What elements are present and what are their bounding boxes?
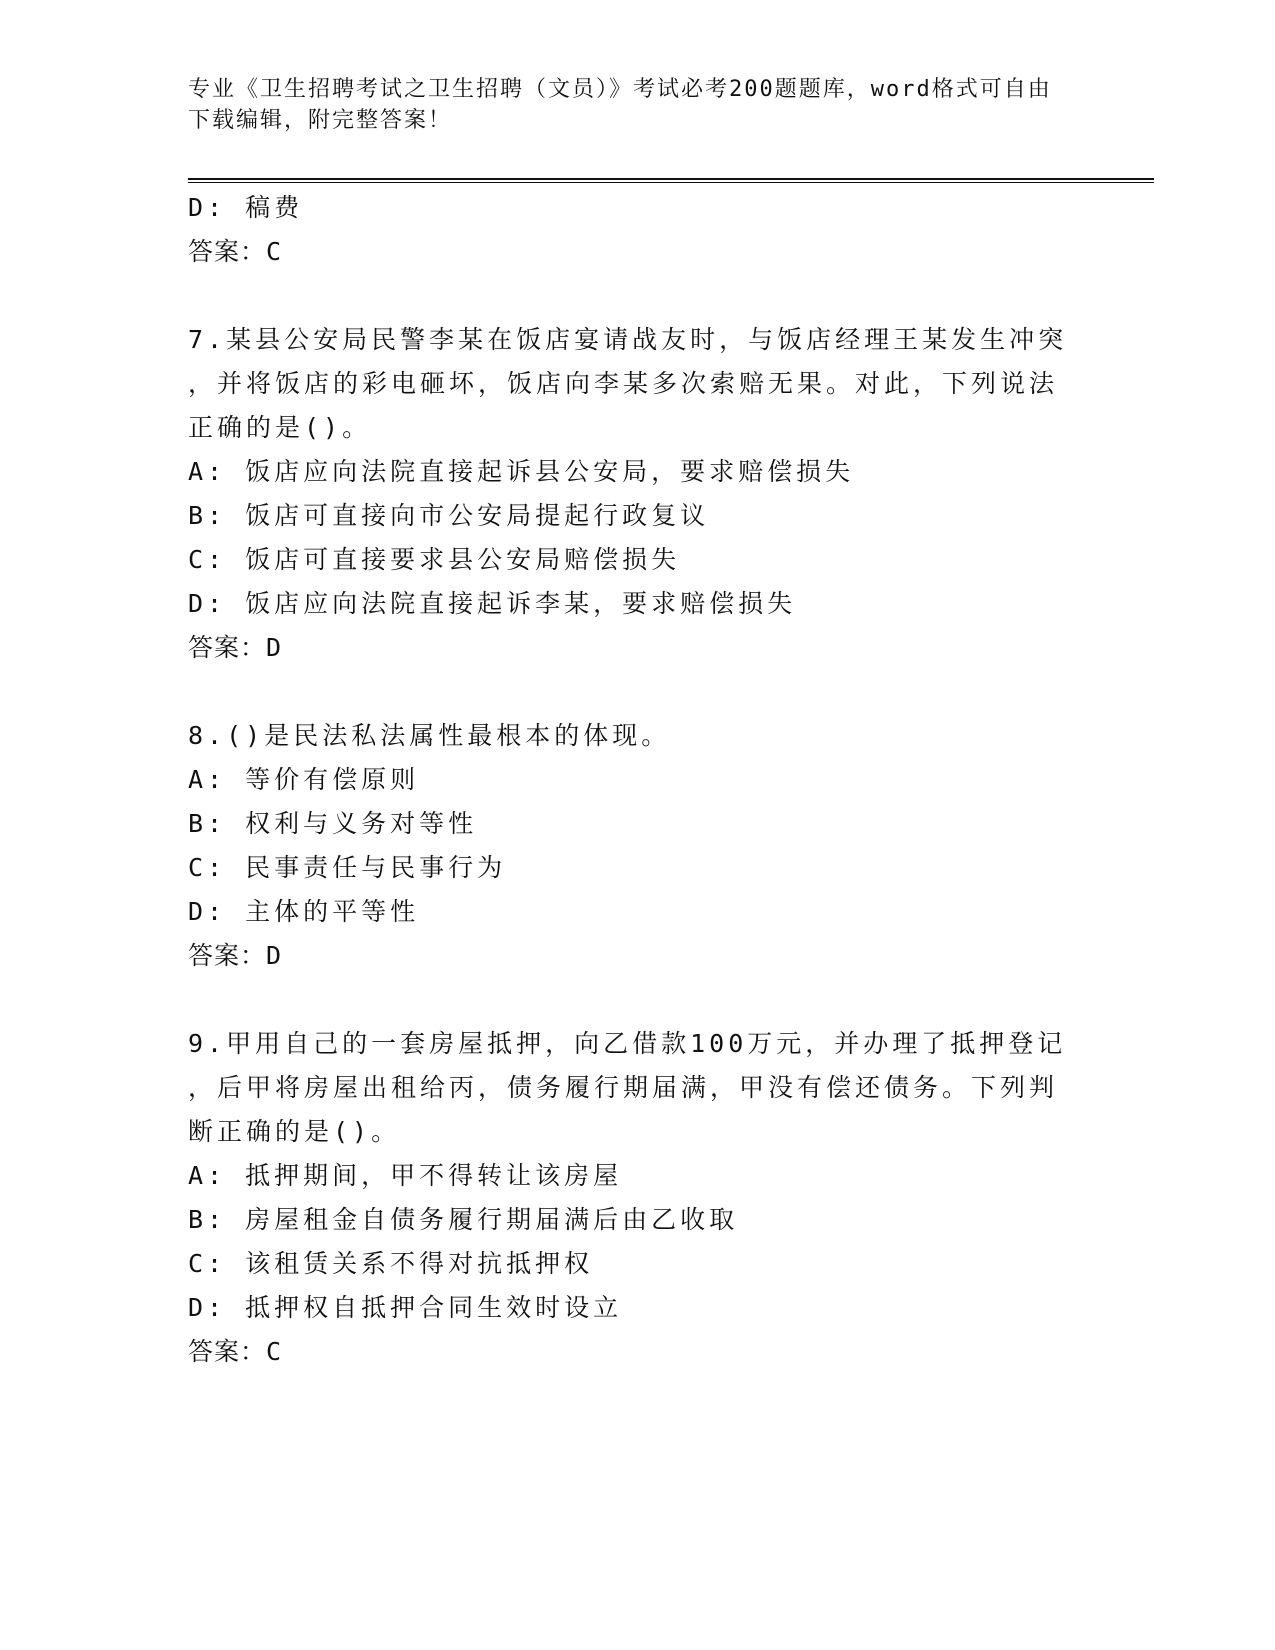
option-a: A: 抵押期间，甲不得转让该房屋 — [188, 1161, 623, 1190]
option-b: B: 权利与义务对等性 — [188, 809, 478, 838]
option-c: C: 民事责任与民事行为 — [188, 853, 507, 882]
option-a: A: 等价有偿原则 — [188, 765, 420, 794]
question-stem: ，后甲将房屋出租给丙，债务履行期届满，甲没有偿还债务。下列判 — [188, 1073, 1059, 1102]
question-stem: ，并将饭店的彩电砸坏，饭店向李某多次索赔无果。对此，下列说法 — [188, 369, 1059, 398]
answer-line: 答案：D — [188, 633, 283, 662]
header-divider-thin — [188, 182, 1154, 183]
option-d: D: 主体的平等性 — [188, 897, 420, 926]
answer-line: 答案：D — [188, 941, 283, 970]
option-d: D: 饭店应向法院直接起诉李某，要求赔偿损失 — [188, 589, 797, 618]
header-divider — [188, 178, 1154, 180]
question-stem: 断正确的是()。 — [188, 1117, 401, 1146]
question-stem: 正确的是()。 — [188, 413, 372, 442]
option-b: B: 饭店可直接向市公安局提起行政复议 — [188, 501, 710, 530]
option-d: D: 抵押权自抵押合同生效时设立 — [188, 1293, 623, 1322]
document-header: 专业《卫生招聘考试之卫生招聘（文员）》考试必考200题题库，word格式可自由下载编辑，附完整答案！ — [188, 77, 1052, 133]
question-stem: 7.某县公安局民警李某在饭店宴请战友时，与饭店经理王某发生冲突 — [188, 325, 1068, 354]
answer-line: 答案：C — [188, 1337, 283, 1366]
option-b: B: 房屋租金自债务履行期届满后由乙收取 — [188, 1205, 739, 1234]
option-c: C: 饭店可直接要求县公安局赔偿损失 — [188, 545, 681, 574]
answer-line: 答案：C — [188, 237, 283, 266]
option-a: A: 饭店应向法院直接起诉县公安局，要求赔偿损失 — [188, 457, 855, 486]
option-c: C: 该租赁关系不得对抗抵押权 — [188, 1249, 594, 1278]
question-stem: 9.甲用自己的一套房屋抵押，向乙借款100万元，并办理了抵押登记 — [188, 1029, 1067, 1058]
option-d: D: 稿费 — [188, 193, 304, 222]
question-stem: 8.()是民法私法属性最根本的体现。 — [188, 721, 671, 750]
